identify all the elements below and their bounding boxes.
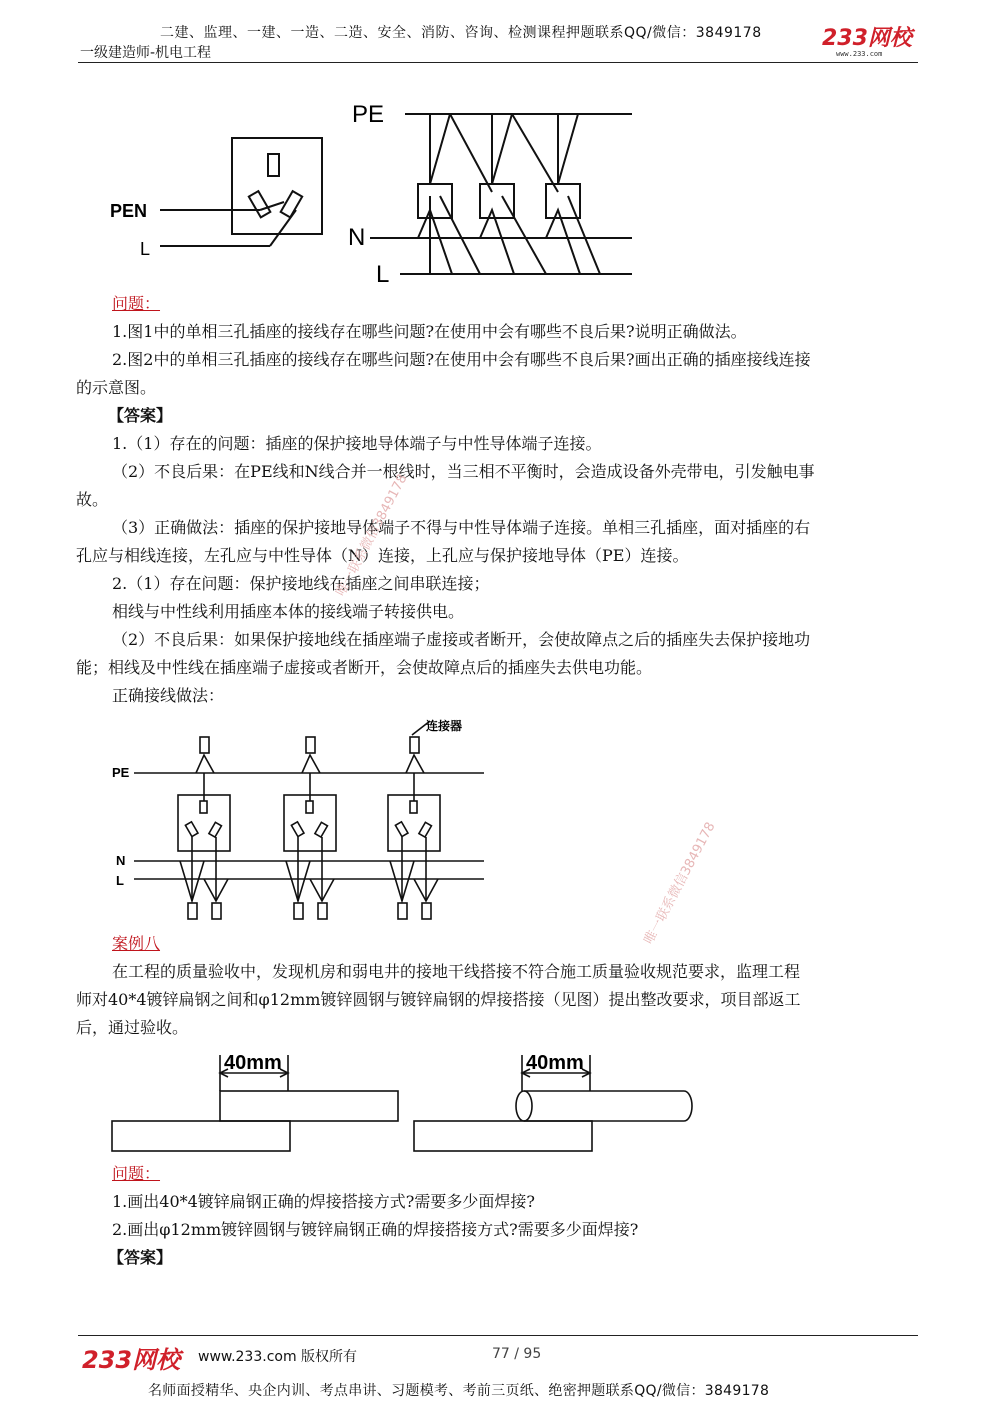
watermark-2: 唯一联系微信3849178 — [641, 819, 719, 947]
label-l-right: L — [376, 261, 390, 288]
footer-logo: 233网校 — [82, 1346, 181, 1374]
question-1: 1.图1中的单相三孔插座的接线存在哪些问题?在使用中会有哪些不良后果?说明正确做法。 — [112, 322, 747, 341]
question-case-1: 1.画出40*4镀锌扁钢正确的焊接搭接方式?需要多少面焊接? — [112, 1192, 535, 1211]
case-para-line1: 在工程的质量验收中，发现机房和弱电井的接地干线搭接不符合施工质量验收规范要求，监理工程 — [112, 962, 801, 981]
question-title-1: 问题： — [112, 294, 161, 313]
footer-promo: 名师面授精华、央企内训、考点串讲、习题模考、考前三页纸、绝密押题联系QQ/微信：3849178 — [148, 1383, 770, 1399]
case-title: 案例八 — [112, 934, 161, 953]
header-logo — [822, 28, 912, 58]
answer-1: 1.（1）存在的问题：插座的保护接地导体端子与中性导体端子连接。 — [112, 434, 602, 453]
question-2-line1: 2.图2中的单相三孔插座的接线存在哪些问题?在使用中会有哪些不良后果?画出正确的插座接线连接 — [112, 350, 811, 369]
label-pe-2: PE — [112, 765, 130, 780]
label-l-left: L — [140, 239, 151, 259]
dim-label-right: 40mm — [526, 1052, 584, 1074]
answer-title-1: 【答案】 — [108, 406, 173, 425]
answer-4: 2.（1）存在问题：保护接地线在插座之间串联连接； — [112, 574, 490, 593]
label-pe: PE — [352, 101, 385, 128]
label-pen: PEN — [110, 201, 148, 221]
footer-page-number: 77 / 95 — [492, 1346, 542, 1362]
answer-6-line1: （2）不良后果：如果保护接地线在插座端子虚接或者断开，会使故障点之后的插座失去保护接地功 — [112, 630, 811, 649]
answer-2-line1: （2）不良后果：在PE线和N线合并一根线时，当三相不平衡时，会造成设备外壳带电，引发触电事 — [112, 462, 815, 481]
label-l-2: L — [116, 873, 124, 888]
header-subtitle: 一级建造师-机电工程 — [80, 45, 212, 61]
label-n-2: N — [116, 853, 126, 868]
label-connector: 连接器 — [426, 719, 463, 733]
figure-lap-welding — [100, 1045, 730, 1155]
question-2-line2: 的示意图。 — [76, 378, 157, 397]
footer-copyright: www.233.com 版权所有 — [198, 1349, 358, 1365]
answer-title-2: 【答案】 — [108, 1248, 173, 1267]
answer-2-line2: 故。 — [76, 490, 109, 509]
answer-3-line1: （3）正确做法：插座的保护接地导体端子不得与中性导体端子连接。单相三孔插座，面对插座的右 — [112, 518, 811, 537]
footer-rule — [78, 1335, 918, 1336]
answer-7: 正确接线做法： — [112, 686, 225, 705]
logo-url: www.233.com — [836, 50, 883, 58]
header-promo: 二建、监理、一建、一造、二造、安全、消防、咨询、检测课程押题联系QQ/微信：3849178 — [160, 25, 762, 41]
case-para-line2: 师对40*4镀锌扁钢之间和φ12mm镀锌圆钢与镀锌扁钢的焊接搭接（见图）提出整改要求，项目部返工 — [76, 990, 801, 1009]
figure-socket-wiring-wrong — [100, 92, 660, 292]
logo-text: 233网校 — [822, 26, 912, 51]
watermark-1: 唯一联系微信3849178 — [333, 471, 411, 599]
dim-label-left: 40mm — [224, 1052, 282, 1074]
answer-3-line2: 孔应与相线连接，左孔应与中性导体（N）连接，上孔应与保护接地导体（PE）连接。 — [76, 546, 689, 565]
label-n: N — [348, 224, 366, 251]
question-title-2: 问题： — [112, 1164, 161, 1183]
header-rule — [78, 62, 918, 63]
answer-6-line2: 能；相线及中性线在插座端子虚接或者断开，会使故障点后的插座失去供电功能。 — [76, 658, 653, 677]
figure-socket-wiring-correct — [100, 715, 500, 925]
question-case-2: 2.画出φ12mm镀锌圆钢与镀锌扁钢正确的焊接搭接方式?需要多少面焊接? — [112, 1220, 639, 1239]
answer-5: 相线与中性线利用插座本体的接线端子转接供电。 — [112, 602, 465, 621]
case-para-line3: 后，通过验收。 — [76, 1018, 189, 1037]
